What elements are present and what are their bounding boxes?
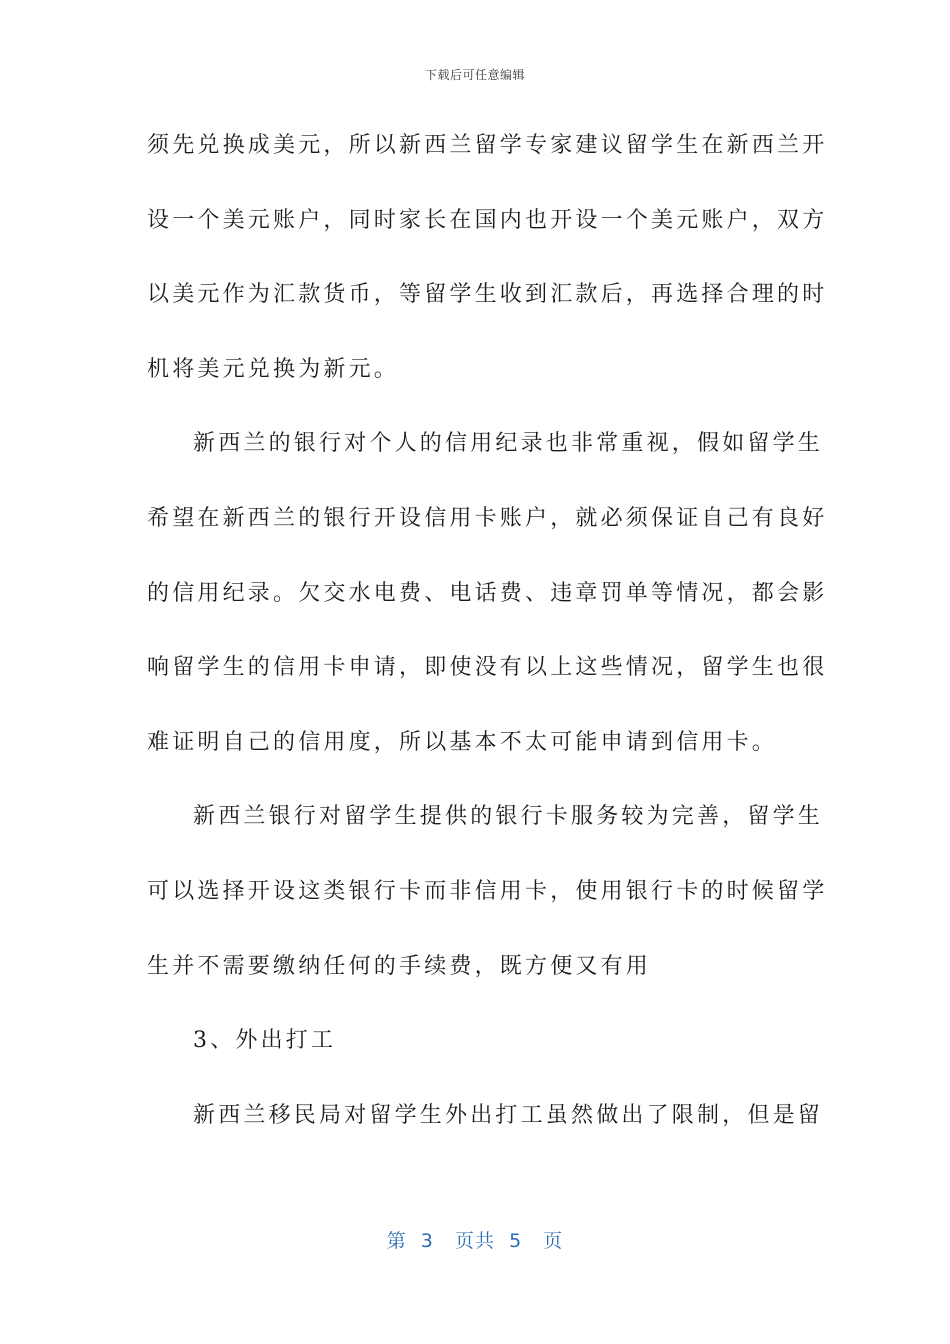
text-line: 设一个美元账户，同时家长在国内也开设一个美元账户，双方 bbox=[147, 207, 828, 233]
text-line: 响留学生的信用卡申请，即使没有以上这些情况，留学生也很 bbox=[147, 655, 828, 681]
text-line: 的信用纪录。欠交水电费、电话费、违章罚单等情况，都会影 bbox=[147, 580, 828, 606]
text-line: 新西兰银行对留学生提供的银行卡服务较为完善，留学生 bbox=[193, 804, 824, 830]
text-line: 以美元作为汇款货币，等留学生收到汇款后，再选择合理的时 bbox=[147, 282, 828, 308]
text-line: 新西兰的银行对个人的信用纪录也非常重视，假如留学生 bbox=[193, 431, 824, 457]
text-line: 可以选择开设这类银行卡而非信用卡，使用银行卡的时候留学 bbox=[147, 878, 828, 904]
text-line: 机将美元兑换为新元。 bbox=[147, 356, 400, 382]
page-header: 下载后可任意编辑 bbox=[424, 68, 525, 82]
text-line: 生并不需要缴纳任何的手续费，既方便又有用 bbox=[147, 953, 652, 979]
document-body bbox=[147, 120, 828, 1164]
text-line: 须先兑换成美元，所以新西兰留学专家建议留学生在新西兰开 bbox=[147, 133, 828, 158]
text-line: 新西兰移民局对留学生外出打工虽然做出了限制，但是留 bbox=[193, 1102, 824, 1128]
section-heading: 3、外出打工 bbox=[193, 1028, 337, 1054]
text-line: 难证明自己的信用度，所以基本不太可能申请到信用卡。 bbox=[147, 729, 778, 755]
page-footer: 第 3 页共 5 页 bbox=[386, 1230, 564, 1252]
text-line: 希望在新西兰的银行开设信用卡账户，就必须保证自己有良好 bbox=[147, 505, 828, 531]
